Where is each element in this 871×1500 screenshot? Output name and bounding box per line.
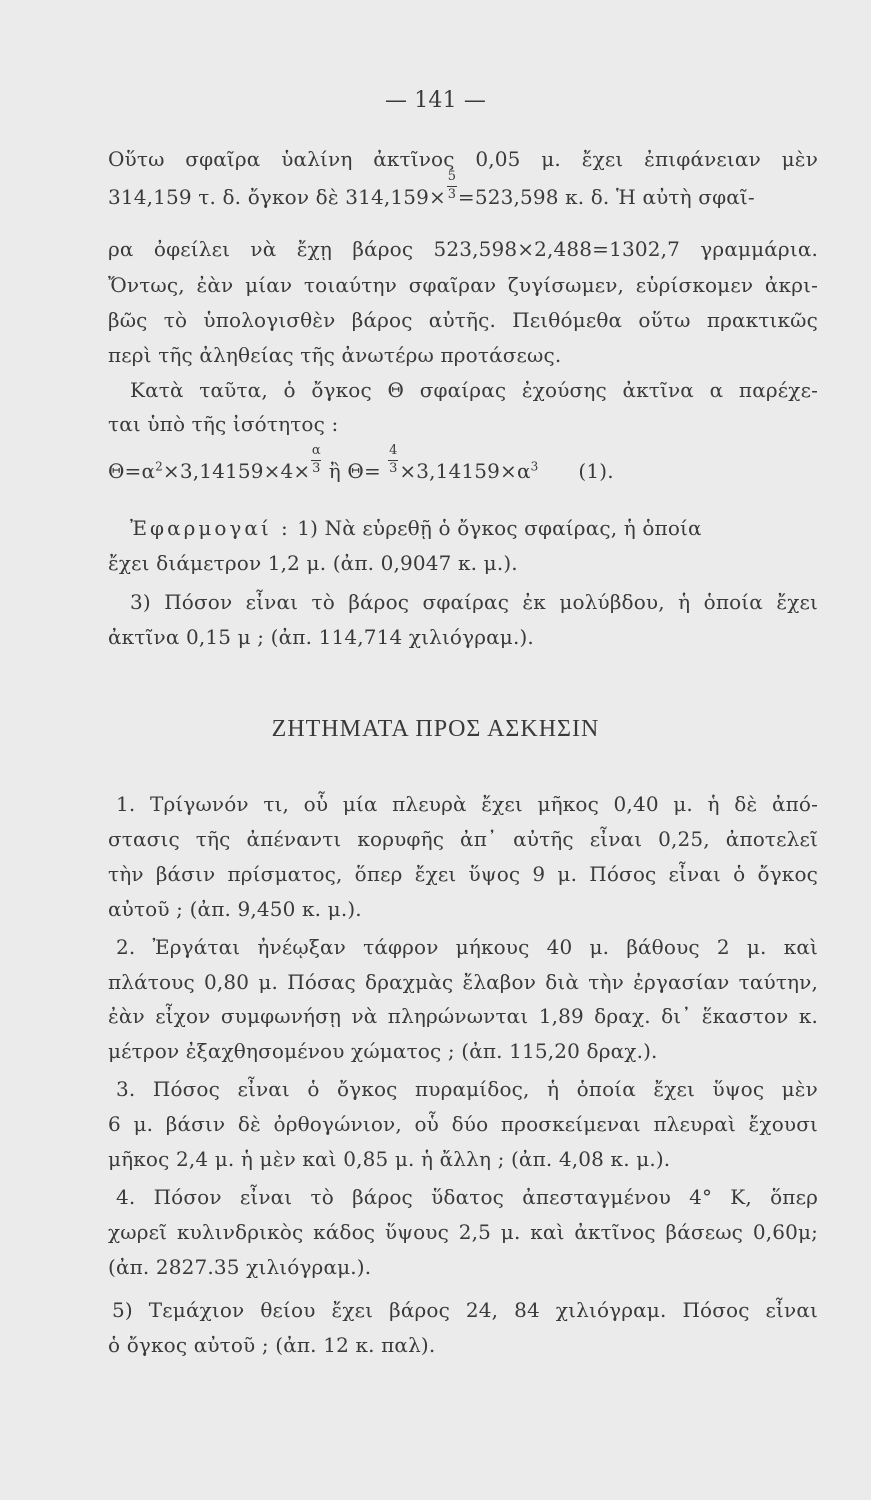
text-line: Κατὰ ταῦτα, ὁ ὄγκος Θ σφαίρας ἐχούσης ἀκτῖνα α παρέχε-	[130, 378, 818, 402]
text-line: χωρεῖ κυλινδρικὸς κάδος ὕψους 2,5 μ. καὶ ἀκτῖνος βάσεως 0,60μ;	[108, 1220, 818, 1244]
text-line: 6 μ. βάσιν δὲ ὀρθογώνιον, οὗ δύο προσκείμεναι πλευραὶ ἔχουσι	[108, 1112, 818, 1136]
text-line: 2. Ἐργάται ἠνέῳξαν τάφρον μήκους 40 μ. βάθους 2 μ. καὶ	[116, 935, 818, 959]
fraction: $\frac{5}{3}$	[447, 169, 457, 202]
text-line: αὐτοῦ ; (ἀπ. 9,450 κ. μ.).	[108, 897, 362, 921]
text-line: Ὄντως, ἐὰν μίαν τοιαύτην σφαῖραν ζυγίσωμεν, εὑρίσκομεν ἀκρι-	[108, 273, 818, 297]
text-line: ρα ὀφείλει νὰ ἔχῃ βάρος 523,598×2,488=1302,7 γραμμάρια.	[108, 237, 818, 261]
text-line-with-fraction: 314,159 τ. δ. ὄγκον δὲ 314,159× $\frac{5}{3}$ =523,598 κ. δ. Ἡ αὐτὴ σφαῖ-	[108, 169, 755, 209]
text-line: μῆκος 2,4 μ. ἡ μὲν καὶ 0,85 μ. ἡ ἄλλη ; (ἀπ. 4,08 κ. μ.).	[108, 1147, 671, 1171]
text-line: ἀκτῖνα 0,15 μ ; (ἀπ. 114,714 χιλιόγραμ.).	[108, 625, 534, 649]
text-line: 3) Πόσον εἶναι τὸ βάρος σφαίρας ἐκ μολύβδου, ἡ ὁποία ἔχει	[130, 590, 818, 614]
text-line: Οὕτω σφαῖρα ὑαλίνη ἀκτῖνος 0,05 μ. ἔχει ἐπιφάνειαν μὲν	[108, 147, 818, 171]
text-line: 4. Πόσον εἶναι τὸ βάρος ὕδατος ἀπεσταγμένου 4° Κ, ὅπερ	[116, 1185, 818, 1209]
exercise-line: Ἐφαρμογαί : 1) Νὰ εὑρεθῇ ὁ ὄγκος σφαίρας, ἡ ὁποία	[130, 516, 702, 540]
text-line: 5) Τεμάχιον θείου ἔχει βάρος 24, 84 χιλιόγραμ. Πόσος εἶναι	[112, 1298, 818, 1322]
text-line: 1. Τρίγωνόν τι, οὗ μία πλευρὰ ἔχει μῆκος 0,40 μ. ἡ δὲ ἀπό-	[116, 792, 818, 816]
text-line: ὁ ὄγκος αὐτοῦ ; (ἀπ. 12 κ. παλ).	[108, 1333, 436, 1357]
text-line: στασις τῆς ἀπέναντι κορυφῆς ἀπ᾽ αὐτῆς εἶναι 0,25, ἀποτελεῖ	[108, 827, 818, 851]
text-line: πλάτους 0,80 μ. Πόσας δραχμὰς ἔλαβον διὰ τὴν ἐργασίαν ταύτην,	[108, 970, 818, 994]
exercises-label: Ἐφαρμογαί :	[130, 516, 291, 540]
text-line: 3. Πόσος εἶναι ὁ ὄγκος πυραμίδος, ἡ ὁποία ἔχει ὕψος μὲν	[116, 1077, 818, 1101]
text-line: τὴν βάσιν πρίσματος, ὅπερ ἔχει ὕψος 9 μ. Πόσος εἶναι ὁ ὄγκος	[108, 862, 818, 886]
text-line: βῶς τὸ ὑπολογισθὲν βάρος αὐτῆς. Πειθόμεθα οὕτω πρακτικῶς	[108, 308, 818, 332]
text-line: ται ὑπὸ τῆς ἰσότητος :	[108, 412, 339, 436]
volume-formula: $\Theta=\alpha^2\times 3,14159\times 4\times$ $\frac{\alpha}{3}$ ἢ Θ= $\frac{4}{3}$ $\times 3,14159\times\alpha^3$ (1).	[108, 443, 614, 483]
fraction: $\frac{\alpha}{3}$	[311, 443, 321, 476]
section-heading: ΖΗΤΗΜΑΤΑ ΠΡΟΣ ΑΣΚΗΣΙΝ	[271, 716, 600, 742]
text-line: ἐὰν εἶχον συμφωνήσῃ νὰ πληρώνωνται 1,89 δραχ. δι᾽ ἕκαστον κ.	[108, 1004, 818, 1028]
text-line: περὶ τῆς ἀληθείας τῆς ἀνωτέρω προτάσεως.	[108, 343, 562, 367]
text-line: ἔχει διάμετρον 1,2 μ. (ἀπ. 0,9047 κ. μ.).	[108, 551, 518, 575]
fraction: $\frac{4}{3}$	[389, 443, 398, 476]
text-line: (ἀπ. 2827.35 χιλιόγραμ.).	[108, 1255, 372, 1279]
text-line: μέτρον ἐξαχθησομένου χώματος ; (ἀπ. 115,20 δραχ.).	[108, 1039, 658, 1063]
page-number: — 141 —	[384, 88, 487, 113]
